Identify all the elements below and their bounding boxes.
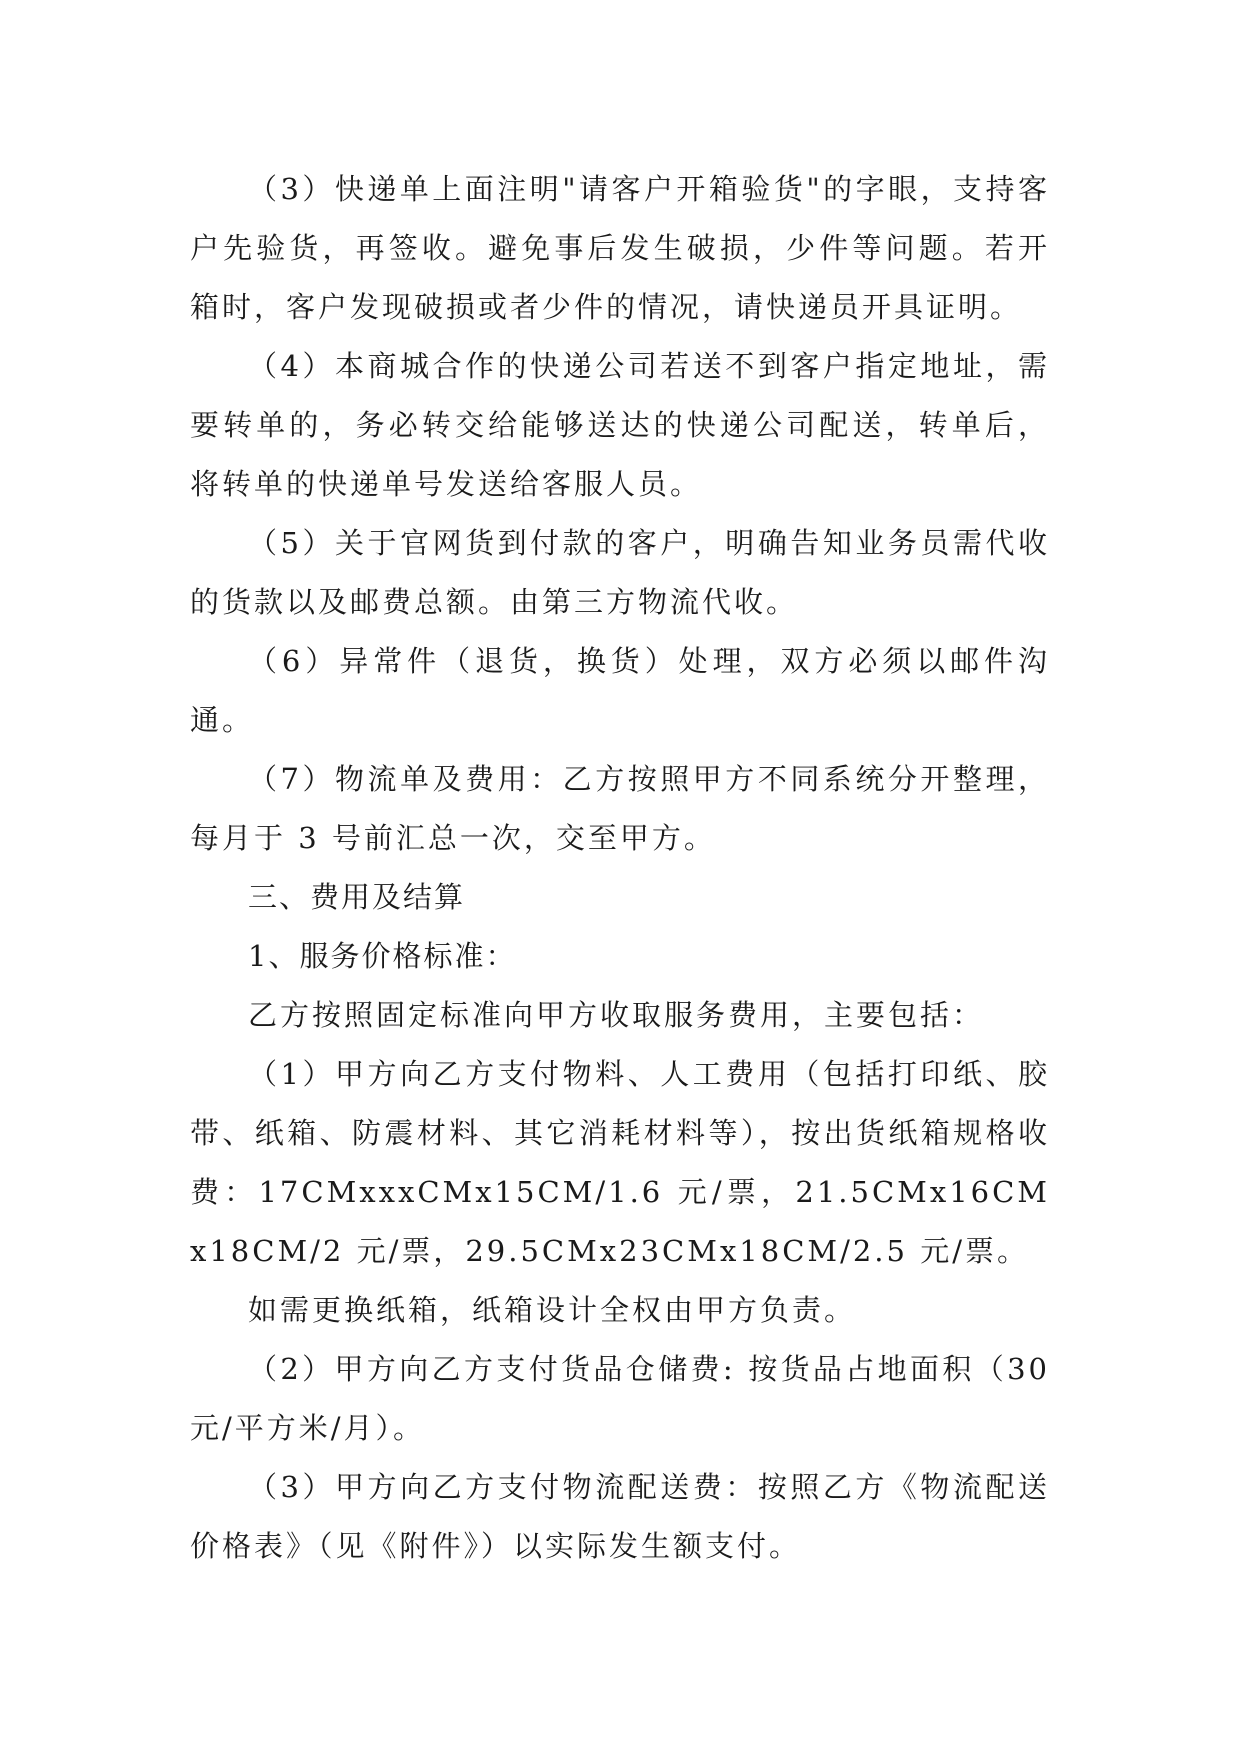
section-heading-fees: 三、费用及结算 bbox=[248, 880, 466, 914]
paragraph-item-4-transfer: （4）本商城合作的快递公司若送不到客户指定地址，需要转单的，务必转交给能够送达的快递公司配送，转单后，将转单的快递单号发送给客服人员。 bbox=[190, 349, 1050, 501]
paragraph-item-7-logistics-fees: （7）物流单及费用：乙方按照甲方不同系统分开整理，每月于 3 号前汇总一次，交至甲方。 bbox=[190, 762, 1050, 855]
document-body bbox=[190, 160, 1050, 1576]
paragraph-item-5-cod: （5）关于官网货到付款的客户，明确告知业务员需代收的货款以及邮费总额。由第三方物流代收。 bbox=[190, 526, 1050, 619]
paragraph-fee-intro: 乙方按照固定标准向甲方收取服务费用，主要包括： bbox=[248, 998, 985, 1032]
paragraph-fee-item-3-delivery: （3）甲方向乙方支付物流配送费：按照乙方《物流配送价格表》（见《附件》）以实际发生额支付。 bbox=[190, 1470, 1050, 1563]
paragraph-fee-item-1-materials: （1）甲方向乙方支付物料、人工费用（包括打印纸、胶带、纸箱、防震材料、其它消耗材料等），按出货纸箱规格收费：17CMxxxCMx15CM/1.6 元/票，21.5CMx16CMx18CM/2 元/票，29.5CMx23CMx18CM/2.5 元/票。 bbox=[190, 1057, 1050, 1268]
paragraph-item-3-inspection: （3）快递单上面注明"请客户开箱验货"的字眼，支持客户先验货，再签收。避免事后发生破损，少件等问题。若开箱时，客户发现破损或者少件的情况，请快递员开具证明。 bbox=[190, 172, 1050, 324]
subsection-heading-price-standard: 1、服务价格标准： bbox=[248, 939, 517, 973]
paragraph-carton-change: 如需更换纸箱，纸箱设计全权由甲方负责。 bbox=[248, 1293, 857, 1327]
paragraph-fee-item-2-storage: （2）甲方向乙方支付货品仓储费: 按货品占地面积（30 元/平方米/月）。 bbox=[190, 1352, 1050, 1445]
paragraph-item-6-exceptions: （6）异常件（退货，换货）处理，双方必须以邮件沟通。 bbox=[190, 644, 1050, 737]
